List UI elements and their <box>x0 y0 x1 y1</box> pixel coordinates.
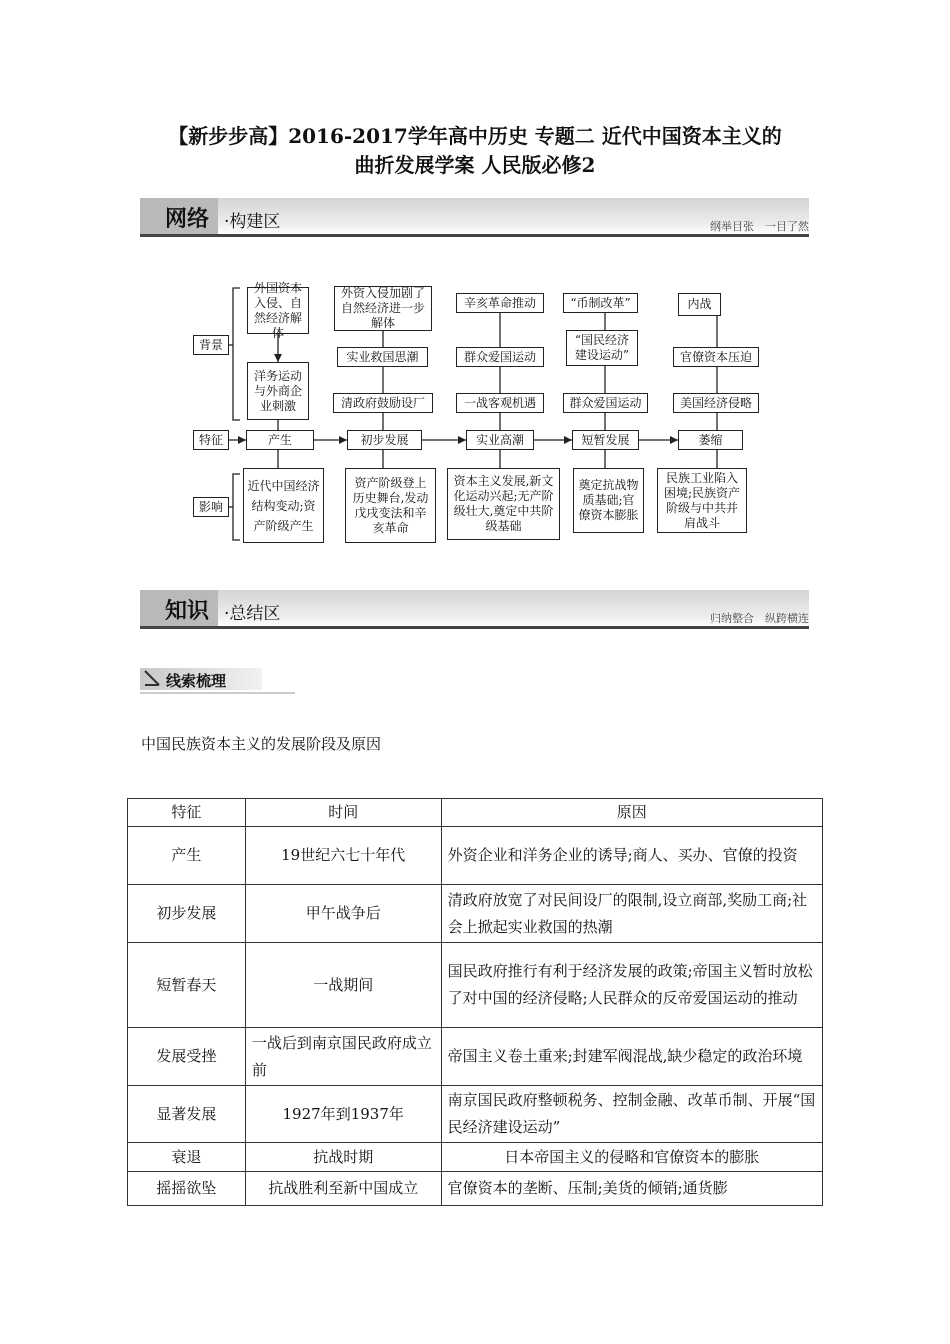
header-cell: 原因 <box>441 799 822 827</box>
bg-box: 美国经济侵略 <box>673 393 759 413</box>
document-title-line1: 【新步步高】2016-2017学年高中历史 专题二 近代中国资本主义的 <box>168 124 782 148</box>
effect-box: 近代中国经济结构变动;资产阶级产生 <box>243 468 324 543</box>
bg-box: 洋务运动与外商企业刺激 <box>247 362 309 420</box>
bg-box: 清政府鼓励设厂 <box>333 393 433 413</box>
bg-box: 实业救国思潮 <box>337 347 428 367</box>
table-row <box>128 1086 823 1143</box>
table-cell: 一战后到南京国民政府成立前 <box>245 1028 441 1086</box>
corner-icon <box>142 668 164 690</box>
bg-box: 群众爱国运动 <box>563 393 648 413</box>
table-cell: 抗战时期 <box>245 1143 441 1172</box>
stage-box: 萎缩 <box>678 430 743 450</box>
table-cell: 衰退 <box>128 1143 246 1172</box>
table-cell: 国民政府推行有利于经济发展的政策;帝国主义暂时放松了对中国的经济侵略;人民群众的反帝爱国运动的推动 <box>441 943 822 1028</box>
banner-small-text: ·构建区 <box>224 212 281 232</box>
bg-box: “国民经济建设运动” <box>566 330 638 366</box>
effect-box: 资产阶级登上历史舞台,发动戊戌变法和辛亥革命 <box>345 468 436 543</box>
table-cell: 清政府放宽了对民间设厂的限制,设立商部,奖励工商;社会上掀起实业救国的热潮 <box>441 885 822 943</box>
table-row <box>128 1143 823 1172</box>
table-cell: 外资企业和洋务企业的诱导;商人、买办、官僚的投资 <box>441 827 822 885</box>
table-cell: 1927年到1937年 <box>245 1086 441 1143</box>
document-title-line2: 曲折发展学案 人民版必修2 <box>354 153 596 177</box>
table-cell: 抗战胜利至新中国成立 <box>245 1172 441 1206</box>
bg-box: 一战客观机遇 <box>456 393 544 413</box>
row-label-background: 背景 <box>193 335 229 355</box>
table-cell: 发展受挫 <box>128 1028 246 1086</box>
table-cell: 甲午战争后 <box>245 885 441 943</box>
table-cell: 帝国主义卷土重来;封建军阀混战,缺少稳定的政治环境 <box>441 1028 822 1086</box>
table-cell: 初步发展 <box>128 885 246 943</box>
bg-box: 群众爱国运动 <box>456 347 544 367</box>
table-cell: 短暂春天 <box>128 943 246 1028</box>
stage-box: 实业高潮 <box>466 430 534 450</box>
effect-box: 民族工业陷入困境;民族资产阶级与中共并肩战斗 <box>657 468 747 533</box>
table-row <box>128 1172 823 1206</box>
stages-table <box>127 798 823 1206</box>
clue-heading <box>140 668 295 696</box>
table-cell: 官僚资本的垄断、压制;美货的倾销;通货膨 <box>441 1172 822 1206</box>
bg-box: “币制改革” <box>563 293 638 313</box>
table-cell: 日本帝国主义的侵略和官僚资本的膨胀 <box>441 1143 822 1172</box>
bg-box: 内战 <box>678 293 721 316</box>
table-cell: 摇摇欲坠 <box>128 1172 246 1206</box>
row-label-feature: 特征 <box>193 430 229 450</box>
table-cell: 一战期间 <box>245 943 441 1028</box>
section-banner-knowledge <box>140 590 809 630</box>
banner-big-text: 知识 <box>165 599 210 624</box>
table-cell: 产生 <box>128 827 246 885</box>
table-intro: 中国民族资本主义的发展阶段及原因 <box>141 735 382 753</box>
stage-box: 短暂发展 <box>572 430 639 450</box>
table-row <box>128 1028 823 1086</box>
bg-box: 外国资本入侵、自然经济解体 <box>247 287 309 334</box>
table-cell: 南京国民政府整顿税务、控制金融、改革币制、开展“国民经济建设运动” <box>441 1086 822 1143</box>
table-cell: 显著发展 <box>128 1086 246 1143</box>
stage-box: 初步发展 <box>347 430 422 450</box>
header-cell: 特征 <box>128 799 246 827</box>
effect-box: 奠定抗战物质基础;官僚资本膨胀 <box>573 468 644 533</box>
banner-small-text: ·总结区 <box>224 604 281 624</box>
stage-box: 产生 <box>246 430 314 450</box>
banner-big-text: 网络 <box>165 207 210 232</box>
clue-heading-text: 线索梳理 <box>166 672 227 690</box>
table-row <box>128 885 823 943</box>
table-cell: 19世纪六七十年代 <box>245 827 441 885</box>
header-cell: 时间 <box>245 799 441 827</box>
bg-box: 外资入侵加剧了自然经济进一步解体 <box>334 286 432 331</box>
banner-right-text: 纲举目张 一目了然 <box>710 220 809 233</box>
table-row <box>128 827 823 885</box>
bg-box: 官僚资本压迫 <box>673 347 759 367</box>
banner-right-text: 归纳整合 纵跨横连 <box>710 612 809 625</box>
row-label-influence: 影响 <box>193 497 229 517</box>
effect-box: 资本主义发展,新文化运动兴起;无产阶级壮大,奠定中共阶级基础 <box>447 468 560 540</box>
table-row <box>128 943 823 1028</box>
bg-box: 辛亥革命推动 <box>456 293 544 313</box>
